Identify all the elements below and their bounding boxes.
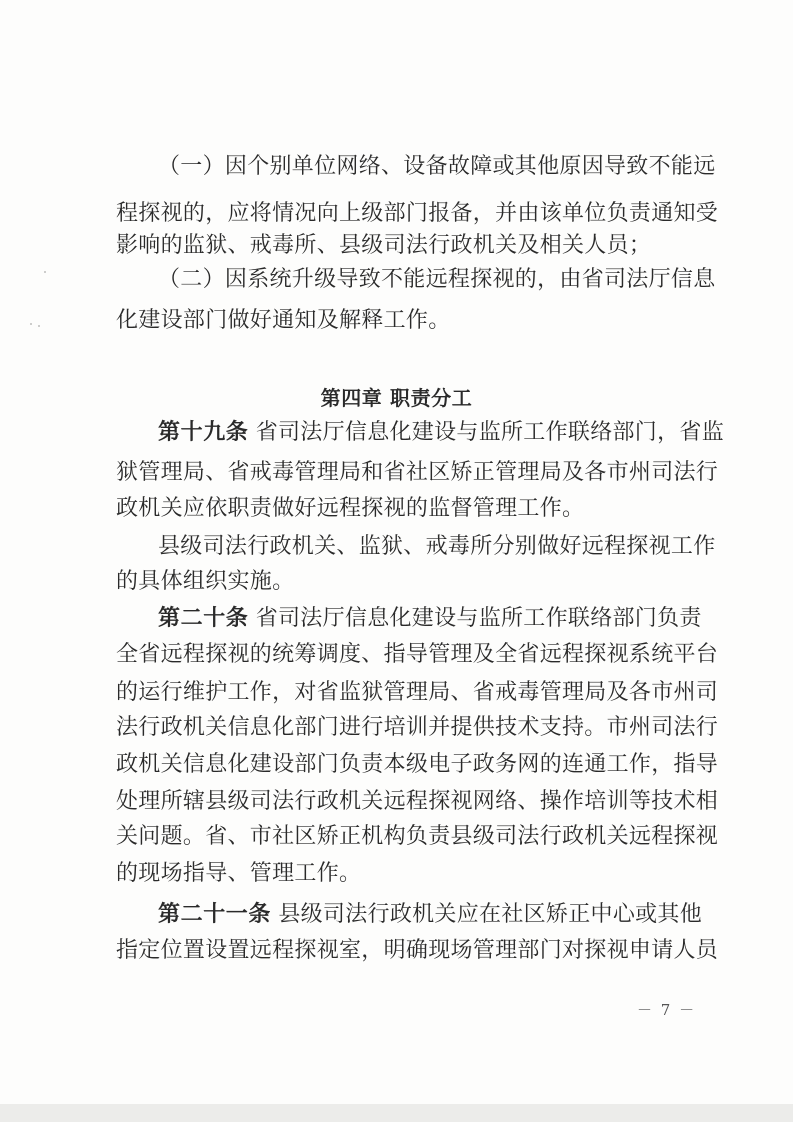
article-heading: 第二十一条 bbox=[158, 902, 272, 927]
article-text: 县级司法行政机关应在社区矫正中心或其他 bbox=[278, 902, 703, 927]
scan-speck bbox=[44, 271, 46, 273]
text-line: 指定位置设置远程探视室，明确现场管理部门对探视申请人员 bbox=[116, 938, 719, 963]
article-heading: 第二十条 bbox=[158, 606, 249, 631]
page-number: － 7 － bbox=[637, 1001, 697, 1019]
text-line: （一）因个别单位网络、设备故障或其他原因导致不能远 bbox=[158, 154, 716, 179]
text-line: 的运行维护工作，对省监狱管理局、省戒毒管理局及各市州司 bbox=[116, 680, 719, 705]
text-line: 的具体组织实施。 bbox=[116, 569, 295, 594]
article-20-first-line bbox=[158, 604, 702, 634]
article-19-first-line bbox=[158, 418, 724, 448]
text-line: 政机关应依职责做好远程探视的监督管理工作。 bbox=[116, 496, 585, 521]
text-line: 程探视的，应将情况向上级部门报备，并由该单位负责通知受 bbox=[116, 201, 719, 226]
text-line: 狱管理局、省戒毒管理局和省社区矫正管理局及各市州司法行 bbox=[116, 460, 719, 485]
text-line: 的现场指导、管理工作。 bbox=[116, 861, 362, 886]
text-line: 关问题。省、市社区矫正机构负责县级司法行政机关远程探视 bbox=[116, 824, 719, 849]
text-line: 影响的监狱、戒毒所、县级司法行政机关及相关人员； bbox=[116, 233, 652, 258]
text-line: 政机关信息化建设部门负责本级电子政务网的连通工作，指导 bbox=[116, 752, 719, 777]
article-heading: 第十九条 bbox=[158, 420, 249, 445]
text-line: 全省远程探视的统筹调度、指导管理及全省远程探视系统平台 bbox=[116, 642, 719, 667]
text-line: 化建设部门做好通知及解释工作。 bbox=[116, 308, 451, 333]
chapter-title: 第四章 职责分工 bbox=[320, 386, 473, 410]
text-line: 处理所辖县级司法行政机关远程探视网络、操作培训等技术相 bbox=[116, 789, 719, 814]
article-text: 省司法厅信息化建设与监所工作联络部门，省监 bbox=[255, 420, 725, 445]
text-line: 县级司法行政机关、监狱、戒毒所分别做好远程探视工作 bbox=[158, 534, 716, 559]
article-text: 省司法厅信息化建设与监所工作联络部门负责 bbox=[255, 606, 702, 631]
text-line: （二）因系统升级导致不能远程探视的，由省司法厅信息 bbox=[158, 267, 716, 292]
article-21-first-line bbox=[158, 900, 702, 930]
scan-speck bbox=[30, 323, 32, 325]
scan-bottom-edge bbox=[0, 1104, 793, 1122]
scan-speck bbox=[38, 325, 40, 327]
text-line: 法行政机关信息化部门进行培训并提供技术支持。市州司法行 bbox=[116, 715, 719, 740]
